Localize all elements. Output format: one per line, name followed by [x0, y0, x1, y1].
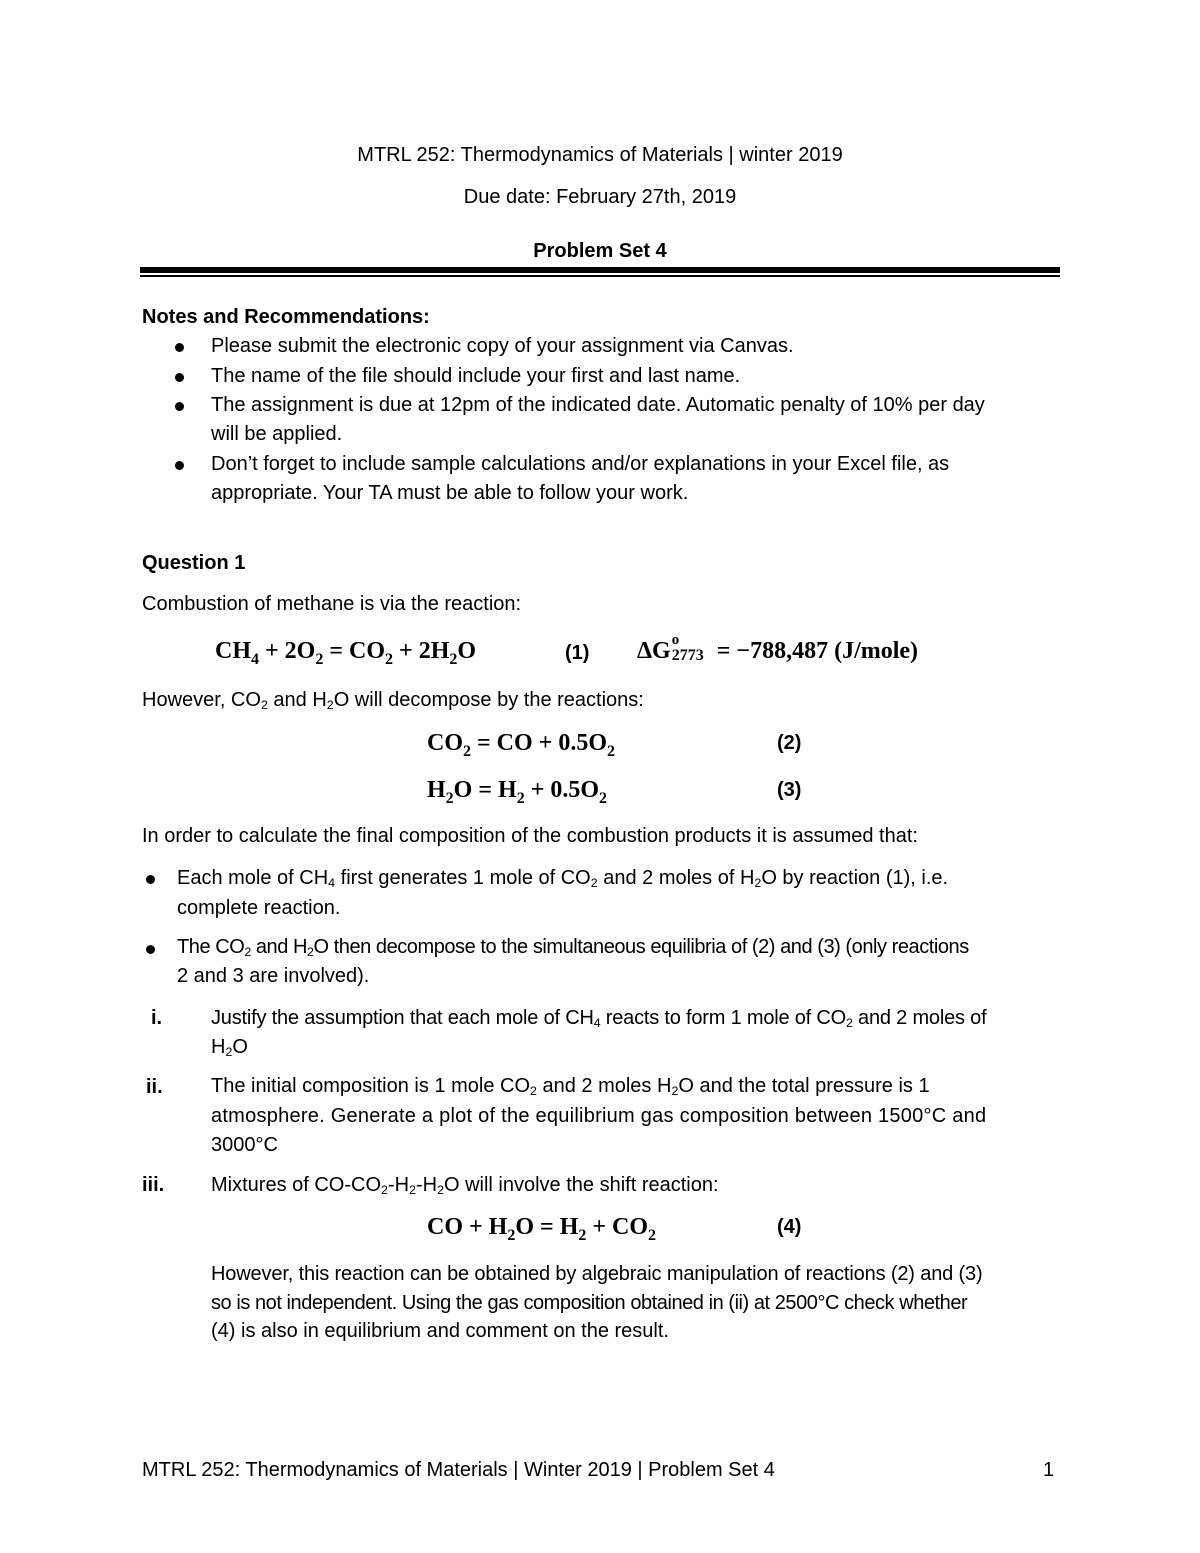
page-title: Problem Set 4 — [533, 240, 667, 262]
part-i-text: Justify the assumption that each mole of $CH_4$ reacts to form 1 mole of $CO_2$ and 2 moles of — [211, 1007, 987, 1031]
part-ii-continued: atmosphere. Generate a plot of the equilibrium gas composition between 1500°C and — [211, 1105, 987, 1127]
page-number: 1 — [1043, 1459, 1055, 1481]
part-ii-continued: 3000°C — [211, 1134, 278, 1156]
equation-1-label: (1) — [565, 642, 590, 664]
part-iii-after: (4) is also in equilibrium and comment on the result. — [211, 1320, 669, 1342]
note-item: The assignment is due at 12pm of the indicated date. Automatic penalty of 10% per day — [211, 394, 985, 416]
equation-3: $H_2O = H_2 + 0.5O_2$ — [427, 777, 608, 807]
title-rule-thin — [140, 275, 1060, 277]
course-line: MTRL 252: Thermodynamics of Materials | winter 2019 — [357, 144, 843, 166]
bullet-icon — [175, 402, 184, 411]
bullet-icon — [175, 343, 184, 352]
footer-text: MTRL 252: Thermodynamics of Materials | Winter 2019 | Problem Set 4 — [142, 1459, 775, 1481]
part-ii-text: The initial composition is 1 mole $CO_2$ and 2 moles $H_2O$ and the total pressure is 1 — [211, 1075, 930, 1099]
bullet-icon — [175, 373, 184, 382]
part-i-continued: $H_2O$ — [211, 1036, 248, 1060]
note-item: The name of the file should include your first and last name. — [211, 365, 741, 387]
title-rule-thick — [140, 267, 1060, 273]
bullet-icon — [175, 461, 184, 470]
assumption-bullet-1-continued: complete reaction. — [177, 897, 341, 919]
assumption-bullet-2-continued: 2 and 3 are involved). — [177, 965, 370, 987]
equation-3-label: (3) — [777, 779, 802, 801]
assumption-sentence: In order to calculate the final composition of the combustion products it is assumed that: — [142, 825, 918, 847]
bullet-icon — [146, 875, 155, 884]
part-iii-after: However, this reaction can be obtained by algebraic manipulation of reactions (2) and (3) — [211, 1263, 983, 1285]
notes-heading: Notes and Recommendations: — [142, 306, 430, 328]
part-ii-marker: ii. — [146, 1076, 163, 1098]
note-item: Please submit the electronic copy of your assignment via Canvas. — [211, 335, 794, 357]
note-item-continued: appropriate. Your TA must be able to follow your work. — [211, 482, 689, 504]
question-intro: Combustion of methane is via the reaction: — [142, 593, 522, 615]
assumption-bullet-1: Each mole of $CH_4$ first generates 1 mole of $CO_2$ and 2 moles of $H_2O$ by reaction (1), i.e. — [177, 867, 949, 891]
equation-1: $CH_4 + 2O_2 = CO_2 + 2H_2O$ — [215, 638, 477, 668]
part-i-marker: i. — [151, 1007, 163, 1029]
equation-2-label: (2) — [777, 732, 802, 754]
decompose-sentence: However, $CO_2$ and $H_2O$ will decompose by the reactions: — [142, 689, 644, 713]
part-iii-after: so is not independent. Using the gas composition obtained in (ii) at 2500°C check whether — [211, 1292, 968, 1314]
part-iii-marker: iii. — [142, 1174, 165, 1196]
due-date: Due date: February 27th, 2019 — [463, 186, 737, 208]
equation-4: CO + $H_2O = H_2 + CO_2$ — [427, 1214, 657, 1244]
delta-g-expression: ΔG o 2773 = −788,487 (J/mole) — [637, 632, 919, 664]
assumption-bullet-2: The $CO_2$ and $H_2O$ then decompose to the simultaneous equilibria of (2) and (3) (only reactions — [177, 936, 969, 960]
note-item-continued: will be applied. — [211, 423, 343, 445]
part-iii-text: Mixtures of $CO-CO_2-H_2-H_2O$ will involve the shift reaction: — [211, 1174, 719, 1198]
note-item: Don’t forget to include sample calculations and/or explanations in your Excel file, as — [211, 453, 950, 475]
equation-4-label: (4) — [777, 1216, 802, 1238]
bullet-icon — [146, 945, 155, 954]
question-heading: Question 1 — [142, 552, 246, 574]
equation-2: $CO_2$ = CO + $0.5O_2$ — [427, 730, 616, 760]
